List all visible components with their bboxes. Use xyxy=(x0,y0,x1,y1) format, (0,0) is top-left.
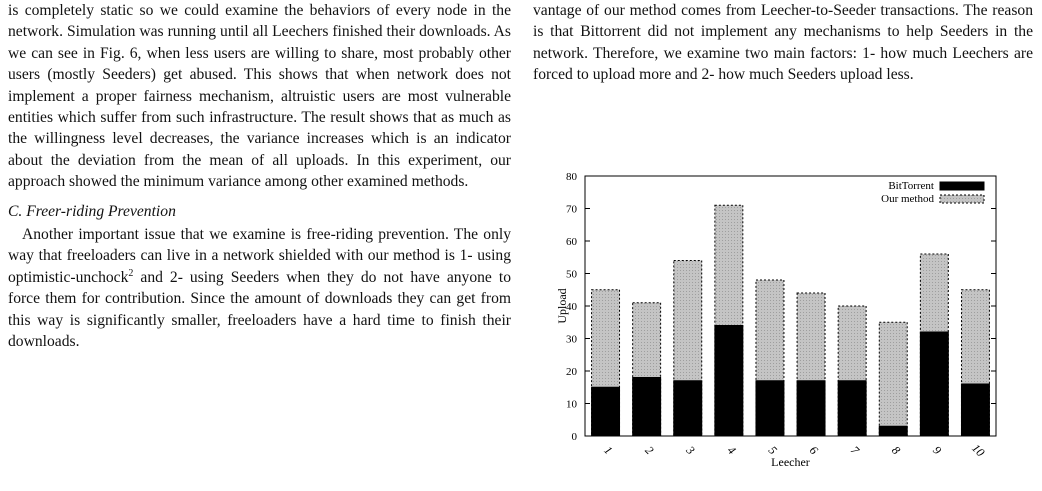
left-column xyxy=(8,0,511,353)
legend-label-bittorrent: BitTorrent xyxy=(888,180,934,192)
x-tick-label: 2 xyxy=(642,443,657,458)
left-paragraph-2 xyxy=(8,224,511,352)
right-column xyxy=(533,0,1033,86)
x-tick-label: 5 xyxy=(765,443,780,458)
y-axis-label: Upload xyxy=(555,288,569,324)
x-tick-label: 6 xyxy=(806,443,821,458)
bar-bittorrent xyxy=(920,332,948,436)
x-tick-label: 1 xyxy=(601,443,616,458)
bar-bittorrent xyxy=(838,381,866,436)
y-tick-label: 10 xyxy=(566,398,577,411)
y-tick-label: 50 xyxy=(566,268,577,281)
legend-label-our-method: Our method xyxy=(881,193,934,205)
y-tick-label: 30 xyxy=(566,333,577,346)
paragraph-2-text-b: and 2- using Seeders when they do not have anyone to force them for contribution. Since the amount of downloads they can get from this way is significantly smaller, freeloaders have a hard time to finish their downloads. xyxy=(8,268,511,351)
y-tick-label: 0 xyxy=(571,431,577,443)
bar-bittorrent xyxy=(715,326,743,437)
x-tick-label: 8 xyxy=(889,443,904,458)
bar-bittorrent xyxy=(674,381,702,436)
x-tick-label: 7 xyxy=(847,443,863,458)
upload-bar-chart xyxy=(533,168,1023,486)
bar-bittorrent xyxy=(633,378,661,437)
right-paragraph-1: vantage of our method comes from Leecher-to-Seeder transactions. The reason is that Bittorrent did not implement any mechanisms to help Seeders in the network. Therefore, we examine two main factors: 1- how much Leechers are forced to upload more and 2- how much Seeders upload less. xyxy=(533,2,1033,84)
legend-swatch-our-method xyxy=(940,195,984,203)
x-tick-label: 10 xyxy=(969,440,988,460)
y-tick-label: 40 xyxy=(566,301,577,313)
y-tick-label: 60 xyxy=(566,236,577,248)
y-tick-label: 20 xyxy=(566,366,577,378)
section-heading: C. Freer-riding Prevention xyxy=(8,202,176,220)
y-tick-label: 80 xyxy=(566,171,577,183)
x-axis-label: Leecher xyxy=(771,455,810,469)
footnote-mark[interactable]: 2 xyxy=(128,267,134,279)
bar-bittorrent xyxy=(961,384,989,436)
bar-bittorrent xyxy=(797,381,825,436)
x-tick-label: 3 xyxy=(683,443,698,458)
y-tick-label: 70 xyxy=(566,203,577,216)
legend-swatch-bittorrent xyxy=(940,182,984,190)
x-tick-label: 9 xyxy=(930,443,945,458)
x-tick-label: 4 xyxy=(724,443,739,458)
bar-bittorrent xyxy=(756,381,784,436)
paragraph-2-text-a: Another important issue that we examine is free-riding prevention. The only way that freeloaders can live in a network shielded with our method is 1- using optimistic-unchock xyxy=(8,226,511,286)
left-paragraph-1: is completely static so we could examine the behaviors of every node in the network. Simulation was running until all Leechers finished their downloads. As we can see in Fig. 6, when less users are willing to share, most probably other users (mostly Seeders) get abused. This shows that when network does not implement a proper fairness mechanism, altruistic users are most vulnerable entities which suffer from such infrastructure. The result shows that as much as the willingness level decreases, the variance increases which is an indicator about the deviation from the mean of all uploads. In this experiment, our approach showed the minimum variance among other examined methods. xyxy=(8,2,511,191)
bar-bittorrent xyxy=(592,387,620,436)
bar-our-method xyxy=(879,322,907,436)
